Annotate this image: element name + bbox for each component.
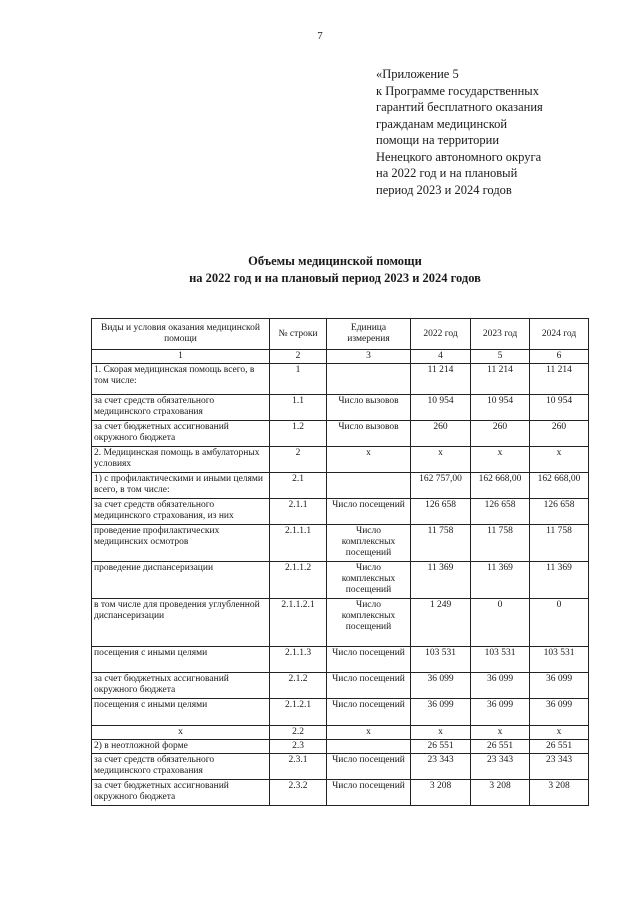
unit-cell: Число вызовов [327,421,411,447]
year-2024-cell: 126 658 [530,499,589,525]
year-2022-cell: 126 658 [411,499,471,525]
unit-cell: Число посещений [327,499,411,525]
year-2023-cell: 3 208 [471,780,530,806]
year-2023-cell: 0 [471,599,530,647]
appendix-line: на 2022 год и на плановый [376,166,518,180]
table-row [92,421,589,447]
year-2022-cell: 11 369 [411,562,471,599]
column-number: 1 [92,350,270,364]
table-row [92,525,589,562]
line-number-cell: 2.1.2.1 [270,699,327,726]
year-2023-cell: 11 758 [471,525,530,562]
column-header: Виды и условия оказания медицинской помощи [92,319,270,350]
year-2022-cell: 26 551 [411,740,471,754]
table-row [92,673,589,699]
unit-cell: Число комплексных посещений [327,525,411,562]
unit-cell: Число посещений [327,699,411,726]
line-number-cell: 1.1 [270,395,327,421]
year-2023-cell: 162 668,00 [471,473,530,499]
table-row [92,780,589,806]
column-header: 2024 год [530,319,589,350]
table-row [92,447,589,473]
care-type-cell: за счет средств обязательного медицинского страхования [92,754,270,780]
appendix-line: Ненецкого автономного округа [376,149,542,164]
line-number-cell: 2.1.1 [270,499,327,525]
title-line: на 2022 год и на плановый период 2023 и 2024 годов [189,271,481,285]
table-row [92,499,589,525]
line-number-cell: 2.3.2 [270,780,327,806]
unit-cell: Число посещений [327,754,411,780]
column-number: 4 [411,350,471,364]
column-number: 5 [471,350,530,364]
line-number-cell: 2.1.1.2 [270,562,327,599]
year-2023-cell: 10 954 [471,395,530,421]
year-2023-cell: 126 658 [471,499,530,525]
year-2022-cell: х [411,447,471,473]
unit-cell: Число посещений [327,780,411,806]
year-2024-cell: х [530,447,589,473]
year-2024-cell: 11 758 [530,525,589,562]
year-2023-cell: 103 531 [471,647,530,673]
unit-cell: х [327,726,411,740]
column-header: 2022 год [411,319,471,350]
line-number-cell: 2.1 [270,473,327,499]
table-row [92,473,589,499]
unit-cell: Число посещений [327,647,411,673]
year-2023-cell: 11 369 [471,562,530,599]
year-2022-cell: 36 099 [411,673,471,699]
year-2024-cell: 3 208 [530,780,589,806]
column-number-row [92,350,589,364]
unit-cell: Число вызовов [327,395,411,421]
column-number: 2 [270,350,327,364]
year-2023-cell: х [471,726,530,740]
line-number-cell: 2.3 [270,740,327,754]
table-row [92,647,589,673]
year-2022-cell: 10 954 [411,395,471,421]
care-type-cell: 2. Медицинская помощь в амбулаторных условиях [92,447,270,473]
year-2022-cell: 11 214 [411,364,471,395]
year-2024-cell: 103 531 [530,647,589,673]
table-header-row [92,319,589,350]
year-2024-cell: 10 954 [530,395,589,421]
care-type-cell: 1. Скорая медицинская помощь всего, в том числе: [92,364,270,395]
table-row [92,395,589,421]
care-type-cell: посещения с иными целями [92,699,270,726]
appendix-note [376,66,636,198]
year-2022-cell: 23 343 [411,754,471,780]
table-body [92,364,589,806]
unit-cell: Число посещений [327,673,411,699]
year-2024-cell: 26 551 [530,740,589,754]
year-2022-cell: 1 249 [411,599,471,647]
appendix-line: период 2023 и 2024 годов [376,182,512,197]
unit-cell: х [327,447,411,473]
year-2023-cell: 11 214 [471,364,530,395]
care-type-cell: проведение диспансеризации [92,562,270,599]
table-row [92,754,589,780]
year-2023-cell: 23 343 [471,754,530,780]
year-2024-cell: 36 099 [530,673,589,699]
year-2024-cell: х [530,726,589,740]
year-2022-cell: 11 758 [411,525,471,562]
table-row [92,364,589,395]
medical-care-volumes-table [91,318,589,806]
column-number: 3 [327,350,411,364]
line-number-cell: 2.2 [270,726,327,740]
care-type-cell: за счет средств обязательного медицинского страхования [92,395,270,421]
title-line: Объемы медицинской помощи [248,254,422,268]
care-type-cell: посещения с иными целями [92,647,270,673]
appendix-line: гарантий бесплатного оказания [376,100,543,114]
care-type-cell: 1) с профилактическими и иными целями всего, в том числе: [92,473,270,499]
year-2023-cell: 36 099 [471,699,530,726]
year-2022-cell: 3 208 [411,780,471,806]
table-row [92,562,589,599]
line-number-cell: 2.1.1.2.1 [270,599,327,647]
appendix-line: помощи на территории [376,133,500,147]
line-number-cell: 1 [270,364,327,395]
care-type-cell: проведение профилактических медицинских осмотров [92,525,270,562]
line-number-cell: 2 [270,447,327,473]
line-number-cell: 1.2 [270,421,327,447]
year-2024-cell: 11 369 [530,562,589,599]
year-2022-cell: 36 099 [411,699,471,726]
year-2024-cell: 260 [530,421,589,447]
year-2022-cell: х [411,726,471,740]
year-2022-cell: 162 757,00 [411,473,471,499]
unit-cell: Число комплексных посещений [327,562,411,599]
care-type-cell: за счет бюджетных ассигнований окружного бюджета [92,673,270,699]
column-header: Единица измерения [327,319,411,350]
column-header: № строки [270,319,327,350]
year-2024-cell: 36 099 [530,699,589,726]
year-2023-cell: 260 [471,421,530,447]
year-2022-cell: 260 [411,421,471,447]
year-2024-cell: 0 [530,599,589,647]
care-type-cell: за счет бюджетных ассигнований окружного бюджета [92,421,270,447]
line-number-cell: 2.1.1.1 [270,525,327,562]
year-2023-cell: 26 551 [471,740,530,754]
column-number: 6 [530,350,589,364]
appendix-line: гражданам медицинской [376,116,508,131]
document-title [0,253,640,287]
care-type-cell: в том числе для проведения углубленной диспансеризации [92,599,270,647]
table-row [92,740,589,754]
year-2024-cell: 11 214 [530,364,589,395]
table-row [92,599,589,647]
table-row [92,699,589,726]
line-number-cell: 2.1.1.3 [270,647,327,673]
unit-cell [327,473,411,499]
care-type-cell: 2) в неотложной форме [92,740,270,754]
unit-cell [327,364,411,395]
appendix-line: «Приложение 5 [376,67,459,81]
line-number-cell: 2.3.1 [270,754,327,780]
year-2022-cell: 103 531 [411,647,471,673]
year-2023-cell: х [471,447,530,473]
care-type-cell: х [92,726,270,740]
year-2024-cell: 162 668,00 [530,473,589,499]
year-2023-cell: 36 099 [471,673,530,699]
column-header: 2023 год [471,319,530,350]
line-number-cell: 2.1.2 [270,673,327,699]
care-type-cell: за счет средств обязательного медицинского страхования, из них [92,499,270,525]
appendix-line: к Программе государственных [376,83,539,98]
unit-cell [327,740,411,754]
care-type-cell: за счет бюджетных ассигнований окружного бюджета [92,780,270,806]
table-row [92,726,589,740]
year-2024-cell: 23 343 [530,754,589,780]
page-number: 7 [317,30,323,42]
unit-cell: Число комплексных посещений [327,599,411,647]
